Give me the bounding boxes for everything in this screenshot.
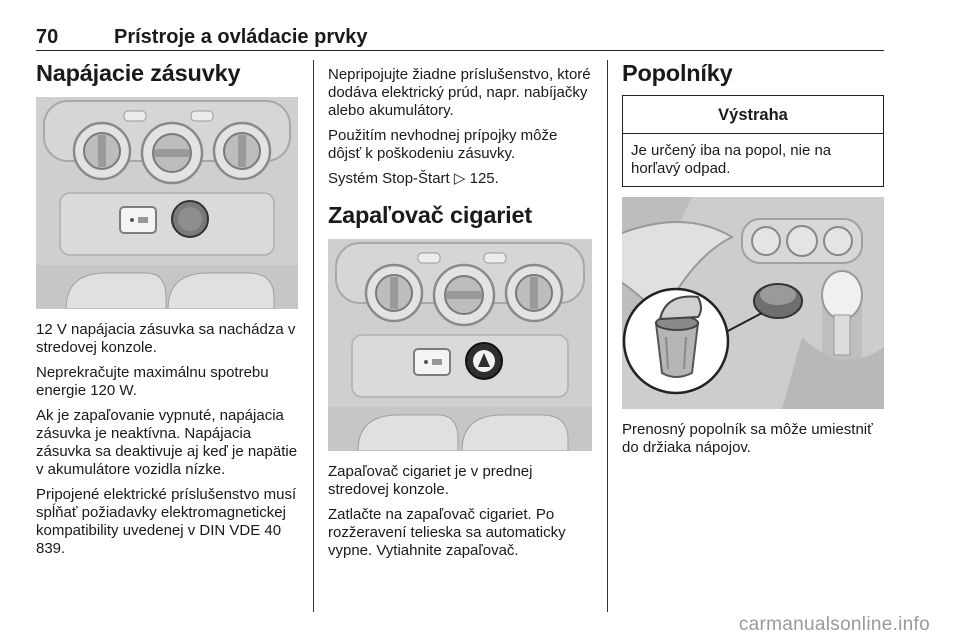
cigarette-lighter-illustration: [328, 239, 592, 451]
paragraph: Zatlačte na zapaľovač cigariet. Po rozžeravení telieska sa automaticky vypne. Vytiahnite zapaľovač.: [328, 506, 566, 559]
page-header: [36, 14, 884, 51]
cross-reference: [328, 170, 592, 188]
warning-box: [622, 95, 884, 187]
paragraph: Prenosný popolník sa môže umiestniť do držiaka nápojov.: [622, 421, 873, 456]
section-heading-ashtrays: Popolníky: [622, 60, 733, 86]
section-heading-power-outlets: Napájacie zásuvky: [36, 60, 241, 86]
column-ashtrays: [622, 60, 884, 464]
ashtray-illustration: [622, 197, 884, 409]
column-power-outlets: [36, 60, 298, 565]
column-cigarette-lighter: [328, 66, 592, 567]
section-heading-cigarette-lighter: Zapaľovač cigariet: [328, 202, 532, 228]
warning-title: Výstraha: [623, 96, 883, 134]
paragraph: Nepripojujte žiadne príslušenstvo, ktoré dodáva elektrický prúd, napr. nabíjačky alebo akumulátory.: [328, 66, 591, 119]
reference-page: 125.: [469, 170, 499, 187]
reference-text: Systém Stop-Štart: [328, 170, 450, 187]
paragraph: Zapaľovač cigariet je v prednej stredovej konzole.: [328, 463, 533, 498]
chapter-title: Prístroje a ovládacie prvky: [114, 26, 368, 48]
power-outlet-illustration: [36, 97, 298, 309]
watermark: carmanualsonline.info: [738, 614, 930, 635]
paragraph: Použitím nevhodnej prípojky môže dôjsť k poškodeniu zásuvky.: [328, 127, 558, 162]
paragraph: Pripojené elektrické príslušenstvo musí spĺňať požiadavky elektromagnetickej kompatibility uvedenej v DIN VDE 40 839.: [36, 486, 297, 557]
paragraph: Ak je zapaľovanie vypnuté, napájacia zásuvka je neaktívna. Napájacia zásuvka sa deaktivuje aj keď je napätie v akumulátore vozidla nízke.: [36, 407, 298, 478]
page-number: 70: [36, 26, 59, 48]
reference-arrow-icon: ▷: [453, 170, 466, 187]
column-divider: [607, 60, 608, 612]
warning-text: Je určený iba na popol, nie na horľavý odpad.: [631, 142, 832, 177]
paragraph: Neprekračujte maximálnu spotrebu energie 120 W.: [36, 364, 269, 399]
column-divider: [313, 60, 314, 612]
paragraph: 12 V napájacia zásuvka sa nachádza v stredovej konzole.: [36, 321, 296, 356]
